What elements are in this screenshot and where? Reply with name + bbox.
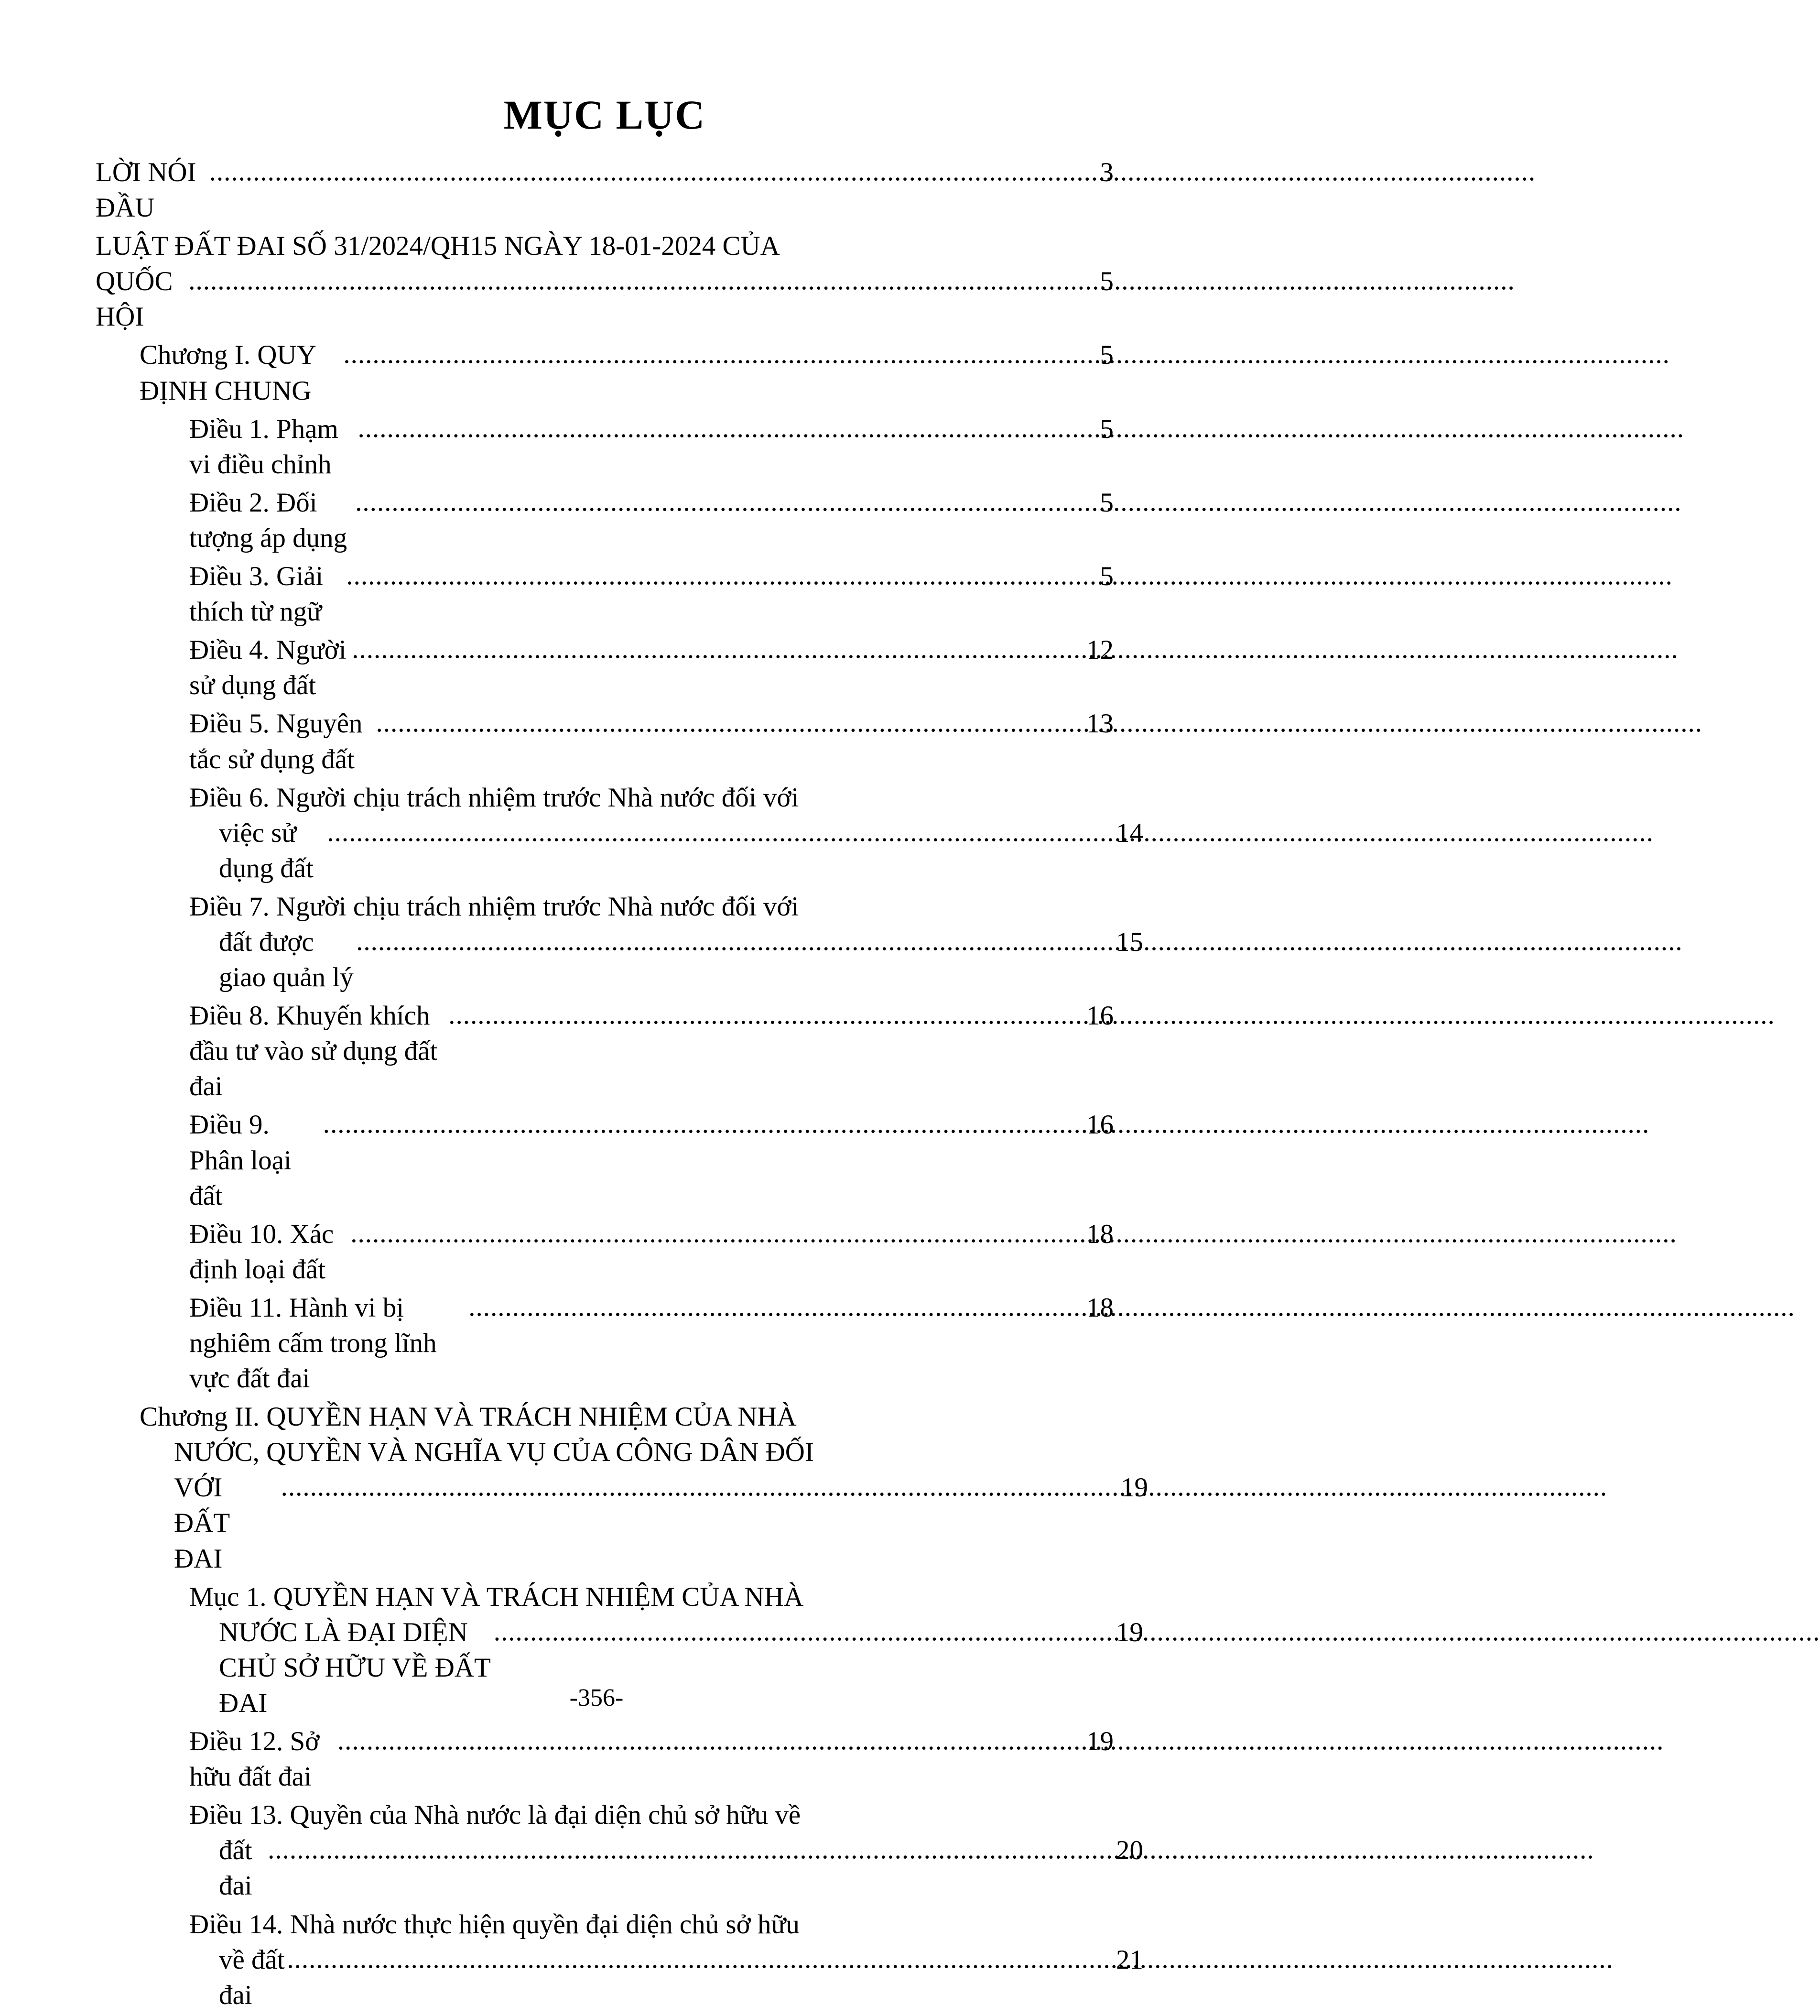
toc-leader-dots xyxy=(343,337,1099,372)
toc-leader-dots xyxy=(376,705,1085,741)
toc-leader-dots xyxy=(355,484,1099,520)
toc-leader-dots xyxy=(352,632,1085,667)
toc-entry[interactable] xyxy=(140,1399,1148,1576)
toc-page-number: 15 xyxy=(1116,926,1143,957)
toc-leader-dots xyxy=(346,558,1099,593)
toc-entry[interactable] xyxy=(189,485,1114,556)
toc-entry-label-line: Điều 14. Nhà nước thực hiện quyền đại diện chủ sở hữu xyxy=(189,1909,800,1940)
toc-entry[interactable] xyxy=(189,706,1114,777)
toc-leader-dots xyxy=(268,1832,1115,1867)
toc-entry-label-line: Điều 6. Người chịu trách nhiệm trước Nhà nước đối với xyxy=(189,782,799,813)
toc-leader-dots xyxy=(358,411,1099,446)
toc-entry-label-line: NƯỚC, QUYỀN VÀ NGHĨA VỤ CỦA CÔNG DÂN ĐỐI xyxy=(174,1437,814,1468)
toc-leader-dots xyxy=(468,1289,1085,1325)
toc-page-number: 16 xyxy=(1086,1110,1114,1140)
toc-entry-label-line: Chương II. QUYỀN HẠN VÀ TRÁCH NHIỆM CỦA NHÀ xyxy=(140,1402,797,1432)
toc-entry[interactable] xyxy=(189,780,1143,886)
toc-entry-label-line: VỚI ĐẤT ĐAI xyxy=(174,1472,230,1574)
toc-entry-label-line: NƯỚC LÀ ĐẠI DIỆN CHỦ SỞ HỮU VỀ ĐẤT ĐAI xyxy=(219,1617,490,1718)
toc-entry-label-line: Điều 12. Sở hữu đất đai xyxy=(189,1726,320,1792)
toc-entry-label-line: Điều 3. Giải thích từ ngữ xyxy=(189,561,324,627)
toc-page-number: 20 xyxy=(1116,1835,1143,1866)
toc-entry-label-line: Điều 11. Hành vi bị nghiêm cấm trong lĩnh vực đất đai xyxy=(189,1292,437,1394)
toc-entry-label-line: Điều 5. Nguyên tắc sử dụng đất xyxy=(189,708,363,774)
toc-leader-dots xyxy=(209,154,1099,189)
toc-page-number: 5 xyxy=(1100,266,1114,297)
toc-leader-dots xyxy=(188,263,1099,298)
toc-page-number: 13 xyxy=(1086,708,1114,739)
toc-page-number: 19 xyxy=(1086,1726,1114,1757)
toc-entry[interactable] xyxy=(96,229,1114,335)
toc-page-number: 19 xyxy=(1116,1617,1143,1647)
toc-page-number: 5 xyxy=(1100,414,1114,444)
toc-page-number: 5 xyxy=(1100,340,1114,371)
toc-entry[interactable] xyxy=(189,1217,1114,1287)
toc-page-number: 12 xyxy=(1086,635,1114,665)
toc-entry-label-line: Điều 2. Đối tượng áp dụng xyxy=(189,487,347,553)
toc-entry-label-line: Điều 8. Khuyến khích đầu tư vào sử dụng đất đai xyxy=(189,1001,438,1102)
toc-page-number: 18 xyxy=(1086,1292,1114,1323)
toc-leader-dots xyxy=(337,1723,1085,1758)
toc-entry[interactable] xyxy=(189,559,1114,630)
toc-entry-label-line: Điều 1. Phạm vi điều chỉnh xyxy=(189,414,338,479)
toc-leader-dots xyxy=(281,1469,1120,1504)
toc-entry[interactable] xyxy=(189,1107,1114,1213)
toc-page-number: 14 xyxy=(1116,817,1143,848)
toc-entry-label-line: đất được giao quản lý xyxy=(219,926,354,993)
page-title: MỤC LỤC xyxy=(503,92,706,138)
toc-leader-dots xyxy=(356,924,1115,959)
toc-entry[interactable] xyxy=(189,998,1114,1104)
toc-entry[interactable] xyxy=(189,632,1114,703)
toc-entry-label-line: Chương I. QUY ĐỊNH CHUNG xyxy=(140,340,315,406)
toc-page-number: 5 xyxy=(1100,487,1114,518)
toc-page-number: 5 xyxy=(1100,561,1114,592)
toc-entry[interactable] xyxy=(189,889,1143,995)
toc-page-number: 18 xyxy=(1086,1219,1114,1249)
toc-page-number: 21 xyxy=(1116,1944,1143,1975)
toc-leader-dots xyxy=(327,815,1115,850)
toc-entry-label-line: LUẬT ĐẤT ĐAI SỐ 31/2024/QH15 NGÀY 18-01-2024 CỦA xyxy=(96,231,780,262)
toc-page-number: 3 xyxy=(1100,157,1114,187)
toc-entry-label-line: Điều 7. Người chịu trách nhiệm trước Nhà nước đối với xyxy=(189,891,799,922)
toc-entry[interactable] xyxy=(140,338,1114,408)
toc-entry[interactable] xyxy=(96,155,1114,226)
toc-entry-label-line: Điều 13. Quyền của Nhà nước là đại diện chủ sở hữu về xyxy=(189,1800,801,1831)
table-of-contents xyxy=(96,155,1148,2013)
toc-entry-label-line: Điều 10. Xác định loại đất xyxy=(189,1219,334,1285)
toc-leader-dots xyxy=(448,997,1085,1033)
toc-entry[interactable] xyxy=(189,1724,1114,1795)
page-number-footer: -356- xyxy=(569,1684,624,1711)
toc-leader-dots xyxy=(350,1216,1085,1251)
toc-entry[interactable] xyxy=(189,1290,1114,1396)
toc-entry-label-line: Mục 1. QUYỀN HẠN VÀ TRÁCH NHIỆM CỦA NHÀ xyxy=(189,1581,804,1612)
toc-leader-dots xyxy=(494,1614,1115,1649)
toc-entry-label-line: việc sử dụng đất xyxy=(219,817,314,883)
toc-page-number: 19 xyxy=(1121,1472,1148,1503)
toc-entry-label-line: QUỐC HỘI xyxy=(96,266,173,332)
toc-entry-label-line: Điều 4. Người sử dụng đất xyxy=(189,635,347,701)
toc-entry-label-line: đất đai xyxy=(219,1835,252,1901)
toc-entry[interactable] xyxy=(189,1907,1143,2013)
toc-entry-label-line: LỜI NÓI ĐẦU xyxy=(96,157,196,223)
toc-entry[interactable] xyxy=(189,1798,1143,1904)
toc-content xyxy=(96,91,1148,2016)
toc-page-number: 16 xyxy=(1086,1001,1114,1031)
toc-leader-dots xyxy=(323,1106,1085,1142)
toc-entry-label-line: Điều 9. Phân loại đất xyxy=(189,1110,292,1211)
toc-entry[interactable] xyxy=(189,412,1114,482)
toc-leader-dots xyxy=(287,1941,1115,1977)
toc-entry-label-line: về đất đai xyxy=(219,1944,285,2010)
